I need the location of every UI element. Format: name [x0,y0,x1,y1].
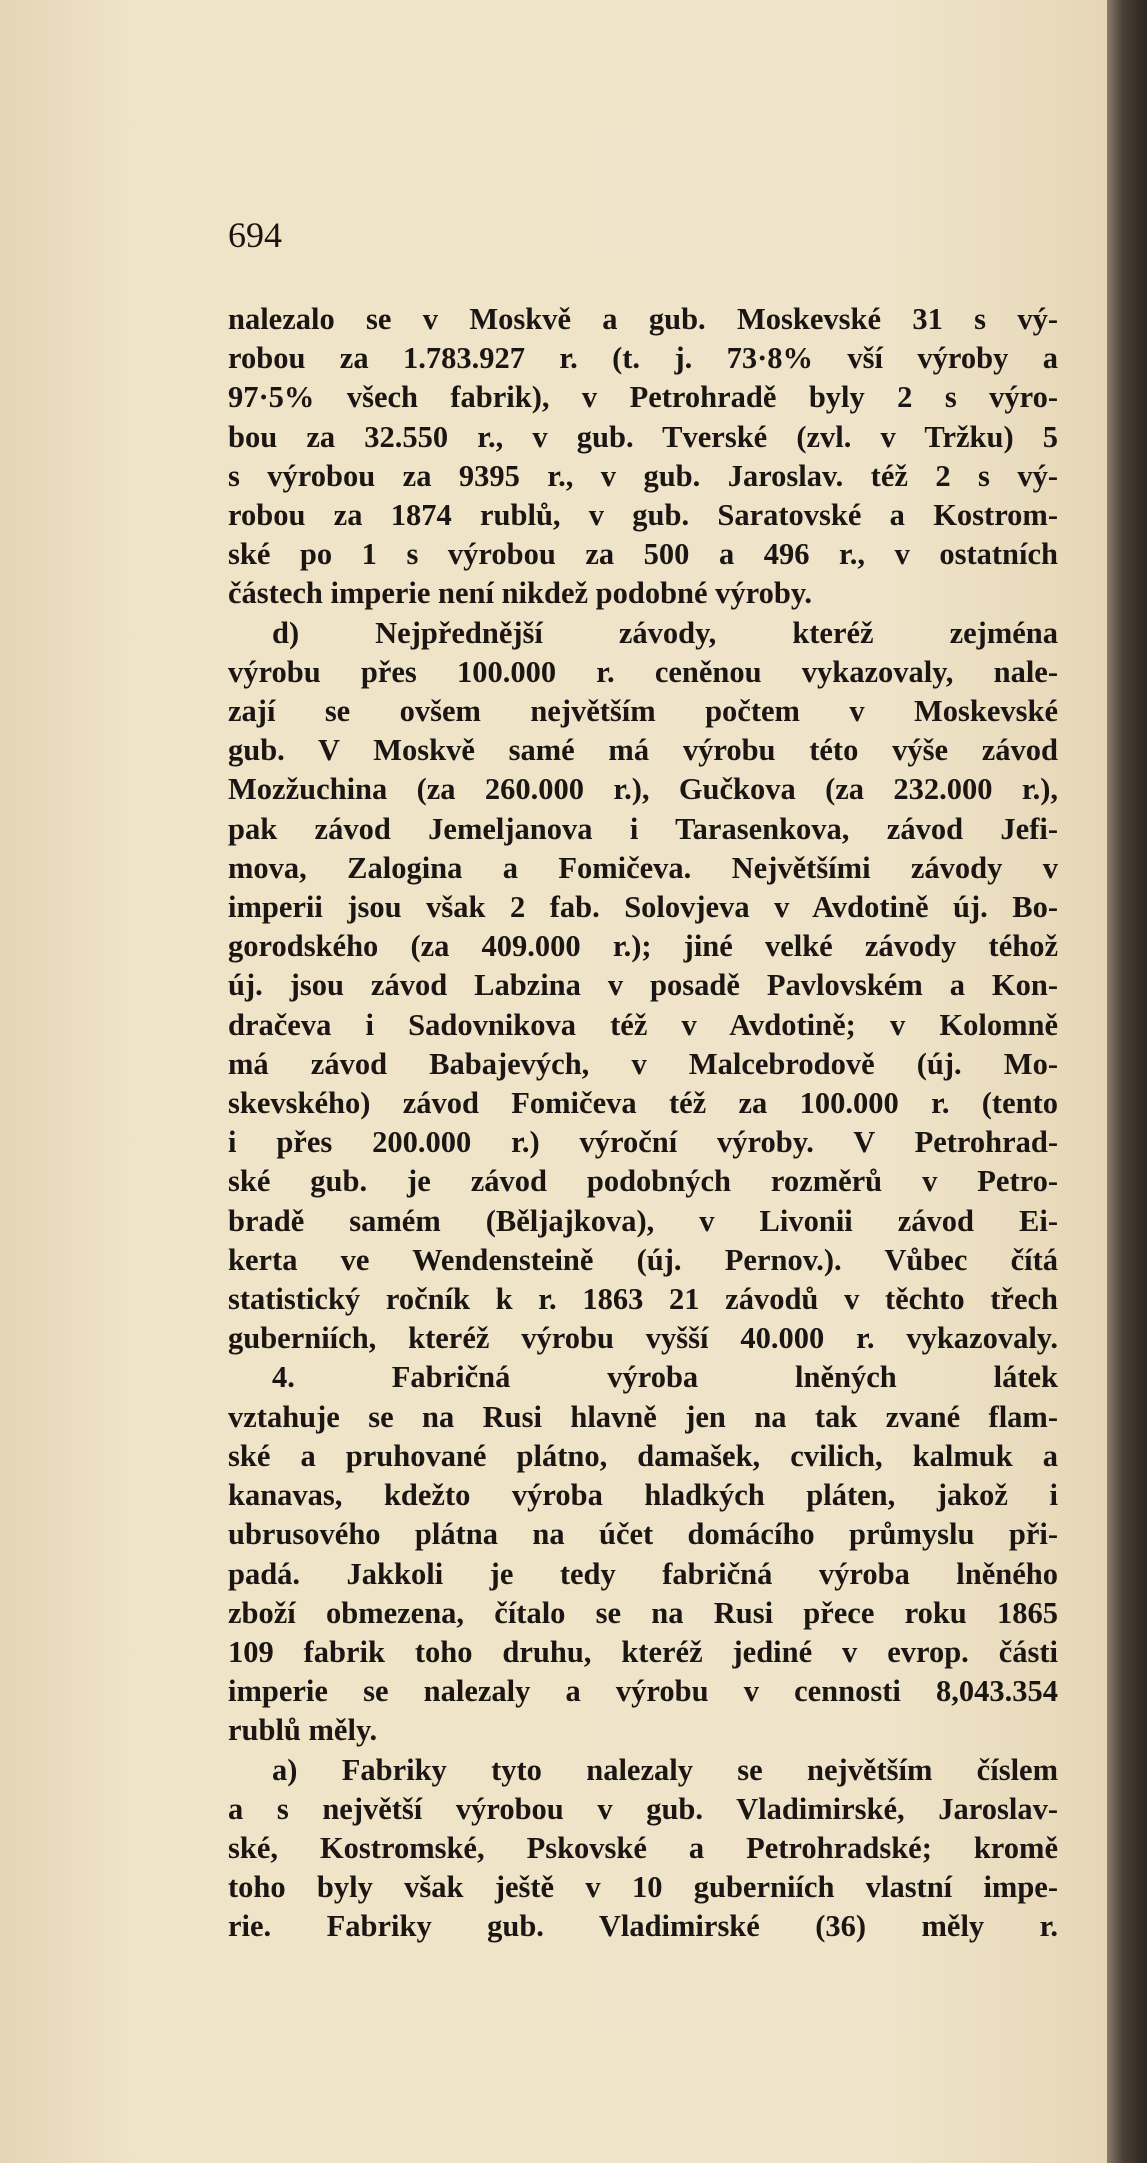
text-line: i přes 200.000 r.) výroční výroby. V Petrohrad- [228,1125,1058,1160]
text-line: gorodského (za 409.000 r.); jiné velké závody téhož [228,929,1058,964]
text-line: výrobu přes 100.000 r. ceněnou vykazovaly, nale- [228,654,1058,689]
text-line: rie. Fabriky gub. Vladimirské (36) měly r. [228,1909,1058,1944]
text-line: bradě samém (Běljajkova), v Livonii závod Ei- [228,1203,1058,1238]
page-number: 694 [228,215,282,255]
book-spine-shadow [1107,0,1147,2163]
text-line: Mozžuchina (za 260.000 r.), Gučkova (za 232.000 r.), [228,772,1058,807]
text-line: guberniích, kteréž výrobu vyšší 40.000 r. vykazovaly. [228,1321,1058,1356]
text-line: zají se ovšem největším počtem v Moskevské [228,694,1058,729]
text-line: új. jsou závod Labzina v posadě Pavlovském a Kon- [228,968,1058,1003]
text-line: padá. Jakkoli je tedy fabričná výroba lněného [228,1556,1058,1591]
text-line: bou za 32.550 r., v gub. Tverské (zvl. v Tržku) 5 [228,419,1058,454]
text-line: robou za 1.783.927 r. (t. j. 73·8% vší výroby a [228,341,1058,376]
text-line: dračeva i Sadovnikova též v Avdotině; v Kolomně [228,1007,1058,1042]
text-line: 109 fabrik toho druhu, kteréž jediné v evrop. části [228,1634,1058,1669]
text-line: zboží obmezena, čítalo se na Rusi přece roku 1865 [228,1595,1058,1630]
text-line: a s největší výrobou v gub. Vladimirské, Jaroslav- [228,1791,1058,1826]
text-line: částech imperie není nikdež podobné výroby. [228,576,813,611]
text-line: ské po 1 s výrobou za 500 a 496 r., v ostatních [228,537,1058,572]
text-line: rublů měly. [228,1713,378,1748]
text-line: nalezalo se v Moskvě a gub. Moskevské 31 s vý- [228,302,1058,336]
text-line: ské a pruhované plátno, damašek, cvilich, kalmuk a [228,1438,1058,1473]
text-line: kanavas, kdežto výroba hladkých pláten, jakož i [228,1478,1058,1513]
text-line: a) Fabriky tyto nalezaly se největším číslem [272,1752,1058,1787]
text-line: vztahuje se na Rusi hlavně jen na tak zvané flam- [228,1399,1058,1434]
text-line: imperii jsou však 2 fab. Solovjeva v Avdotině új. Bo- [228,890,1058,925]
text-line: toho byly však ještě v 10 guberniích vlastní impe- [228,1870,1058,1905]
text-line: má závod Babajevých, v Malcebrodově (új. Mo- [228,1046,1058,1081]
text-line: ské, Kostromské, Pskovské a Petrohradské; kromě [228,1830,1058,1865]
text-line: mova, Zalogina a Fomičeva. Největšími závody v [228,850,1058,885]
text-line: statistický ročník k r. 1863 21 závodů v těchto třech [228,1282,1058,1317]
text-line: skevského) závod Fomičeva též za 100.000 r. (tento [228,1086,1058,1121]
body-text [228,300,1058,1947]
text-line: 97·5% všech fabrik), v Petrohradě byly 2 s výro- [228,380,1058,415]
text-line: s výrobou za 9395 r., v gub. Jaroslav. též 2 s vý- [228,458,1058,493]
text-line: kerta ve Wendensteině (új. Pernov.). Vůbec čítá [228,1242,1058,1277]
text-line: pak závod Jemeljanova i Tarasenkova, závod Jefi- [228,811,1058,846]
text-line: gub. V Moskvě samé má výrobu této výše závod [228,733,1058,768]
text-line: 4. Fabričná výroba lněných látek [272,1360,1058,1395]
text-line: ské gub. je závod podobných rozměrů v Petro- [228,1164,1058,1199]
text-line: d) Nejpřednější závody, kteréž zejména [272,615,1058,650]
text-line: ubrusového plátna na účet domácího průmyslu při- [228,1517,1058,1552]
text-line: imperie se nalezaly a výrobu v cennosti 8,043.354 [228,1674,1058,1709]
text-line: robou za 1874 rublů, v gub. Saratovské a Kostrom- [228,498,1058,533]
